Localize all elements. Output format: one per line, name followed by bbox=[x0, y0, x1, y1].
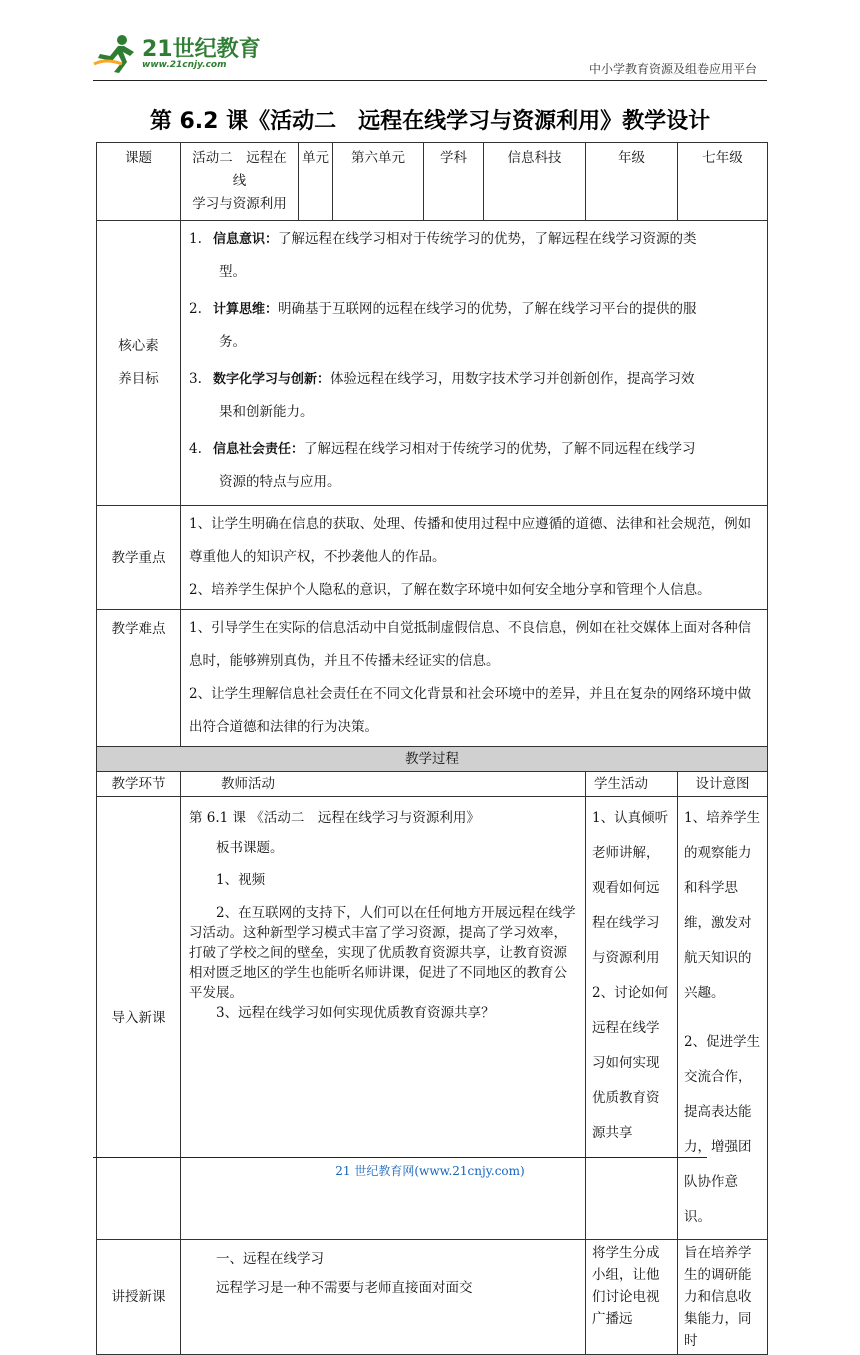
subject-label: 学科 bbox=[424, 143, 484, 221]
key-points-label: 教学重点 bbox=[97, 506, 181, 610]
goal-text: 了解远程在线学习相对于传统学习的优势，了解不同远程在线学习 bbox=[304, 441, 696, 457]
goal-number: 1. bbox=[189, 231, 202, 247]
footer-link[interactable]: 21 世纪教育网(www.21cnjy.com) bbox=[335, 1164, 525, 1178]
logo-text: 21世纪教育 bbox=[142, 37, 261, 62]
topic-value-line1: 活动二 远程在线 bbox=[192, 150, 287, 189]
difficulties-content bbox=[181, 610, 768, 747]
goal-item bbox=[189, 293, 759, 359]
teacher-text: 一、远程在线学习 bbox=[216, 1251, 324, 1267]
goal-text-cont: 果和创新能力。 bbox=[219, 404, 314, 420]
goal-heading: 计算思维： bbox=[213, 302, 279, 317]
goal-text: 了解远程在线学习相对于传统学习的优势，了解远程在线学习资源的类 bbox=[278, 231, 697, 247]
lecture-row bbox=[97, 1240, 768, 1355]
key-points-row bbox=[97, 506, 768, 610]
logo[interactable] bbox=[92, 30, 262, 78]
intro-stage: 导入新课 bbox=[97, 797, 181, 1240]
col-student: 学生活动 bbox=[586, 772, 678, 797]
goal-item bbox=[189, 433, 759, 499]
intent-text: 1、培养学生的观察能力和科学思维，激发对航天知识的兴趣。 bbox=[684, 810, 761, 1001]
topic-value-line2: 学习与资源利用 bbox=[192, 196, 287, 212]
difficulty-2: 2、让学生理解信息社会责任在不同文化背景和社会环境中的差异，并且在复杂的网络环境中做出符合道德和法律的行为决策。 bbox=[189, 686, 752, 735]
goal-item bbox=[189, 223, 759, 289]
grade-label: 年级 bbox=[586, 143, 678, 221]
key-point-1: 1、让学生明确在信息的获取、处理、传播和使用过程中应遵循的道德、法律和社会规范，例如尊重他人的知识产权，不抄袭他人的作品。 bbox=[189, 516, 752, 565]
goal-text: 明确基于互联网的远程在线学习的优势，了解在线学习平台的提供的服 bbox=[278, 301, 697, 317]
key-point-2: 2、培养学生保护个人隐私的意识，了解在数字环境中如何安全地分享和管理个人信息。 bbox=[189, 582, 711, 598]
teacher-text: 板书课题。 bbox=[216, 840, 284, 856]
student-text: 2、讨论如何远程在线学习如何实现优质教育资源共享 bbox=[592, 985, 669, 1141]
topic-label: 课题 bbox=[97, 143, 181, 221]
goal-text-cont: 务。 bbox=[219, 334, 246, 350]
teacher-text: 第 6.1 课 《活动二 远程在线学习与资源利用》 bbox=[189, 810, 480, 826]
goal-heading: 数字化学习与创新： bbox=[213, 372, 331, 387]
process-bar: 教学过程 bbox=[97, 747, 768, 772]
student-text: 将学生分成小组，让他们讨论电视广播远 bbox=[592, 1245, 660, 1327]
process-header-row bbox=[97, 772, 768, 797]
goals-label-line2: 养目标 bbox=[118, 371, 159, 387]
goal-item bbox=[189, 363, 759, 429]
goals-label-line1: 核心素 bbox=[118, 338, 159, 354]
unit-label: 单元 bbox=[299, 143, 333, 221]
key-points-content bbox=[181, 506, 768, 610]
platform-name: 中小学教育资源及组卷应用平台 bbox=[588, 62, 757, 76]
unit-value: 第六单元 bbox=[333, 143, 424, 221]
header-divider bbox=[93, 80, 767, 81]
page-title: 第 6.2 课《活动二 远程在线学习与资源利用》教学设计 bbox=[149, 109, 711, 134]
lecture-teacher bbox=[181, 1240, 586, 1355]
goal-text: 体验远程在线学习，用数字技术学习并创新创作，提高学习效 bbox=[330, 371, 695, 387]
intent-text: 2、促进学生交流合作，提高表达能力，增强团队协作意识。 bbox=[684, 1034, 761, 1225]
goals-content bbox=[181, 221, 768, 506]
goals-label bbox=[97, 221, 181, 506]
col-intent: 设计意图 bbox=[678, 772, 768, 797]
difficulty-1: 1、引导学生在实际的信息活动中自觉抵制虚假信息、不良信息，例如在社交媒体上面对各种信息时，能够辨别真伪，并且不传播未经证实的信息。 bbox=[189, 620, 752, 669]
goal-heading: 信息社会责任： bbox=[213, 442, 305, 457]
lecture-stage: 讲授新课 bbox=[97, 1240, 181, 1355]
lecture-student bbox=[586, 1240, 678, 1355]
difficulties-row bbox=[97, 610, 768, 747]
footer-divider bbox=[93, 1157, 707, 1158]
runner-logo-icon bbox=[92, 34, 138, 74]
col-stage: 教学环节 bbox=[97, 772, 181, 797]
goal-text-cont: 资源的特点与应用。 bbox=[219, 474, 341, 490]
subject-value: 信息科技 bbox=[484, 143, 586, 221]
goal-number: 4. bbox=[189, 441, 202, 457]
difficulties-label: 教学难点 bbox=[97, 610, 181, 747]
page-header bbox=[0, 0, 860, 80]
goal-number: 3. bbox=[189, 371, 202, 387]
grade-value: 七年级 bbox=[678, 143, 768, 221]
teacher-text: 1、视频 bbox=[216, 872, 266, 888]
goal-heading: 信息意识： bbox=[213, 232, 279, 247]
teacher-text: 远程学习是一种不需要与老师直接面对面交 bbox=[216, 1280, 473, 1296]
goal-number: 2. bbox=[189, 301, 202, 317]
logo-url: www.21cnjy.com bbox=[142, 60, 227, 70]
intent-text: 旨在培养学生的调研能力和信息收集能力，同时 bbox=[684, 1245, 752, 1349]
teacher-text: 2、在互联网的支持下，人们可以在任何地方开展远程在线学习活动。这种新型学习模式丰富了学习资源，提高了学习效率，打破了学校之间的壁垒，实现了优质教育资源共享，让教育资源相对匮乏地区的学生也能听名师讲课，促进了不同地区的教育公平发展。 bbox=[189, 905, 576, 1001]
teacher-text: 3、远程在线学习如何实现优质教育资源共享？ bbox=[216, 1005, 495, 1021]
student-text: 1、认真倾听老师讲解，观看如何远程在线学习与资源利用 bbox=[592, 810, 669, 966]
goal-text-cont: 型。 bbox=[219, 264, 246, 280]
goals-row bbox=[97, 221, 768, 506]
col-teacher: 教师活动 bbox=[181, 772, 586, 797]
lecture-intent bbox=[678, 1240, 768, 1355]
info-row bbox=[97, 143, 768, 221]
process-bar-row bbox=[97, 747, 768, 772]
topic-value bbox=[181, 143, 299, 221]
